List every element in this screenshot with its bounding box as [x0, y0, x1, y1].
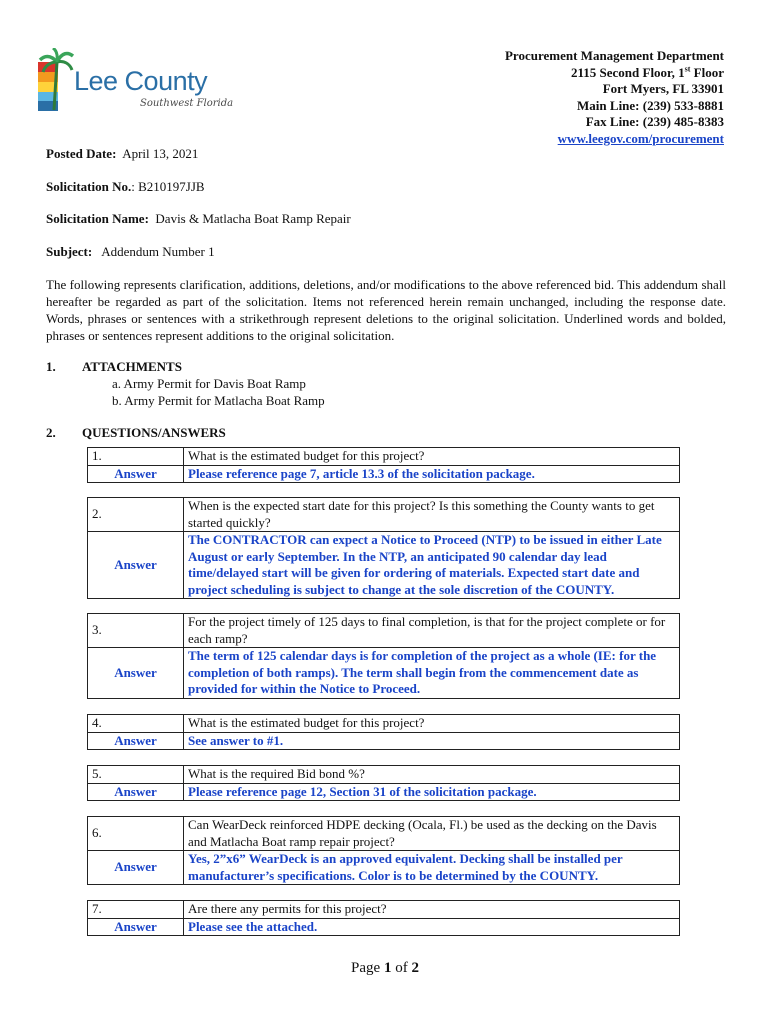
question-text: When is the expected start date for this project? Is this something the County wants to get started quickly? [184, 498, 680, 532]
answer-text: Please see the attached. [184, 918, 680, 936]
answer-label: Answer [88, 465, 184, 483]
section-2-number: 2. [46, 425, 56, 440]
posted-date-value: April 13, 2021 [122, 146, 199, 161]
posted-date-line [46, 146, 198, 162]
solicitation-name-label: Solicitation Name: [46, 211, 149, 226]
lee-county-logo [36, 48, 236, 120]
answer-text: Please reference page 7, article 13.3 of the solicitation package. [184, 465, 680, 483]
question-text: Are there any permits for this project? [184, 901, 680, 919]
page-word: Page [351, 960, 384, 976]
qa-table-5 [87, 765, 680, 801]
solicitation-number-label: Solicitation No. [46, 179, 132, 194]
qa-table-3 [87, 613, 680, 699]
page-total: 2 [411, 960, 419, 976]
answer-label: Answer [88, 732, 184, 750]
subject-line [46, 244, 215, 260]
solicitation-name-line [46, 211, 351, 227]
palm-tree-sunset-icon [36, 48, 76, 116]
question-number: 2. [88, 498, 184, 532]
ordinal-suffix: st [684, 64, 691, 74]
answer-label: Answer [88, 918, 184, 936]
qa-table-4 [87, 714, 680, 750]
question-row [88, 901, 680, 919]
answer-row [88, 532, 680, 599]
answer-label: Answer [88, 532, 184, 599]
question-text: What is the estimated budget for this project? [184, 715, 680, 733]
answer-row [88, 918, 680, 936]
question-row [88, 448, 680, 466]
qa-table-7 [87, 900, 680, 936]
section-2-title: QUESTIONS/ANSWERS [82, 425, 226, 440]
answer-row [88, 851, 680, 885]
city-state-zip: Fort Myers, FL 33901 [602, 81, 724, 96]
page-number: 1 [383, 960, 392, 976]
answer-text: The term of 125 calendar days is for completion of the project as a whole (IE: for the completion of both ramps). The term shall begin from the commencement date as provided for within the Notice to Proceed. [184, 648, 680, 699]
qa-table-1 [87, 447, 680, 483]
solicitation-number-line [46, 179, 205, 195]
fax-line: Fax Line: (239) 485-8383 [585, 114, 724, 129]
answer-text: Yes, 2”x6” WearDeck is an approved equivalent. Decking shall be installed per manufacturer’s specifications. Color is to be determined by the COUNTY. [184, 851, 680, 885]
question-row [88, 766, 680, 784]
question-number: 1. [88, 448, 184, 466]
question-text: What is the required Bid bond %? [184, 766, 680, 784]
question-number: 7. [88, 901, 184, 919]
answer-row [88, 465, 680, 483]
attachment-item: a. Army Permit for Davis Boat Ramp [112, 376, 306, 391]
section-1-title: ATTACHMENTS [82, 359, 182, 374]
intro-paragraph: The following represents clarification, additions, deletions, and/or modifications to the above referenced bid. This addendum shall hereafter be regarded as part of the solicitation. Items not referenced herein remain unchanged, including the response date. Words, phrases or sentences with a strikethrough represent deletions to the original solicitation. Underlined words and bolded, phrases or sentences represent additions to the original solicitation. [46, 277, 726, 343]
street-address [505, 65, 724, 82]
street-address-floor: Floor [690, 64, 724, 80]
question-number: 6. [88, 817, 184, 851]
attachment-item: b. Army Permit for Matlacha Boat Ramp [112, 393, 325, 408]
logo-tagline: Southwest Florida [140, 98, 234, 109]
answer-row [88, 732, 680, 750]
solicitation-number-value: : B210197JJB [131, 179, 205, 194]
qa-table-6 [87, 816, 680, 885]
section-1-number: 1. [46, 359, 56, 374]
answer-label: Answer [88, 783, 184, 801]
question-row [88, 715, 680, 733]
logo-name: Lee County [74, 66, 208, 96]
answer-text: See answer to #1. [184, 732, 680, 750]
question-number: 3. [88, 614, 184, 648]
subject-label: Subject: [46, 244, 93, 259]
subject-value: Addendum Number 1 [101, 244, 215, 259]
posted-date-label: Posted Date: [46, 146, 117, 161]
website-link[interactable]: www.leegov.com/procurement [557, 130, 724, 146]
question-number: 4. [88, 715, 184, 733]
main-line: Main Line: (239) 533-8881 [577, 97, 724, 113]
address-block [505, 48, 724, 147]
answer-label: Answer [88, 851, 184, 885]
answer-row [88, 783, 680, 801]
question-text: Can WearDeck reinforced HDPE decking (Ocala, Fl.) be used as the decking on the Davis and Matlacha Boat ramp repair project? [184, 817, 680, 851]
question-row [88, 817, 680, 851]
department-name: Procurement Management Department [504, 48, 724, 63]
answer-text: Please reference page 12, Section 31 of the solicitation package. [184, 783, 680, 801]
question-text: For the project timely of 125 days to final completion, is that for the project complete or for each ramp? [184, 614, 680, 648]
answer-row [88, 648, 680, 699]
qa-table-2 [87, 497, 680, 599]
of-word: of [391, 960, 412, 976]
page-footer [0, 960, 770, 977]
question-text: What is the estimated budget for this project? [184, 448, 680, 466]
answer-text: The CONTRACTOR can expect a Notice to Proceed (NTP) to be issued in either Late August or early September. In the NTP, an anticipated 90 calendar day lead time/delayed start will be given for ordering of materials. Expected start date and project scheduling is subject to change at the sole discretion of the COUNTY. [184, 532, 680, 599]
question-row [88, 498, 680, 532]
solicitation-name-value: Davis & Matlacha Boat Ramp Repair [155, 211, 351, 226]
question-number: 5. [88, 766, 184, 784]
answer-label: Answer [88, 648, 184, 699]
question-row [88, 614, 680, 648]
street-address-main: 2115 Second Floor, 1 [570, 64, 685, 80]
